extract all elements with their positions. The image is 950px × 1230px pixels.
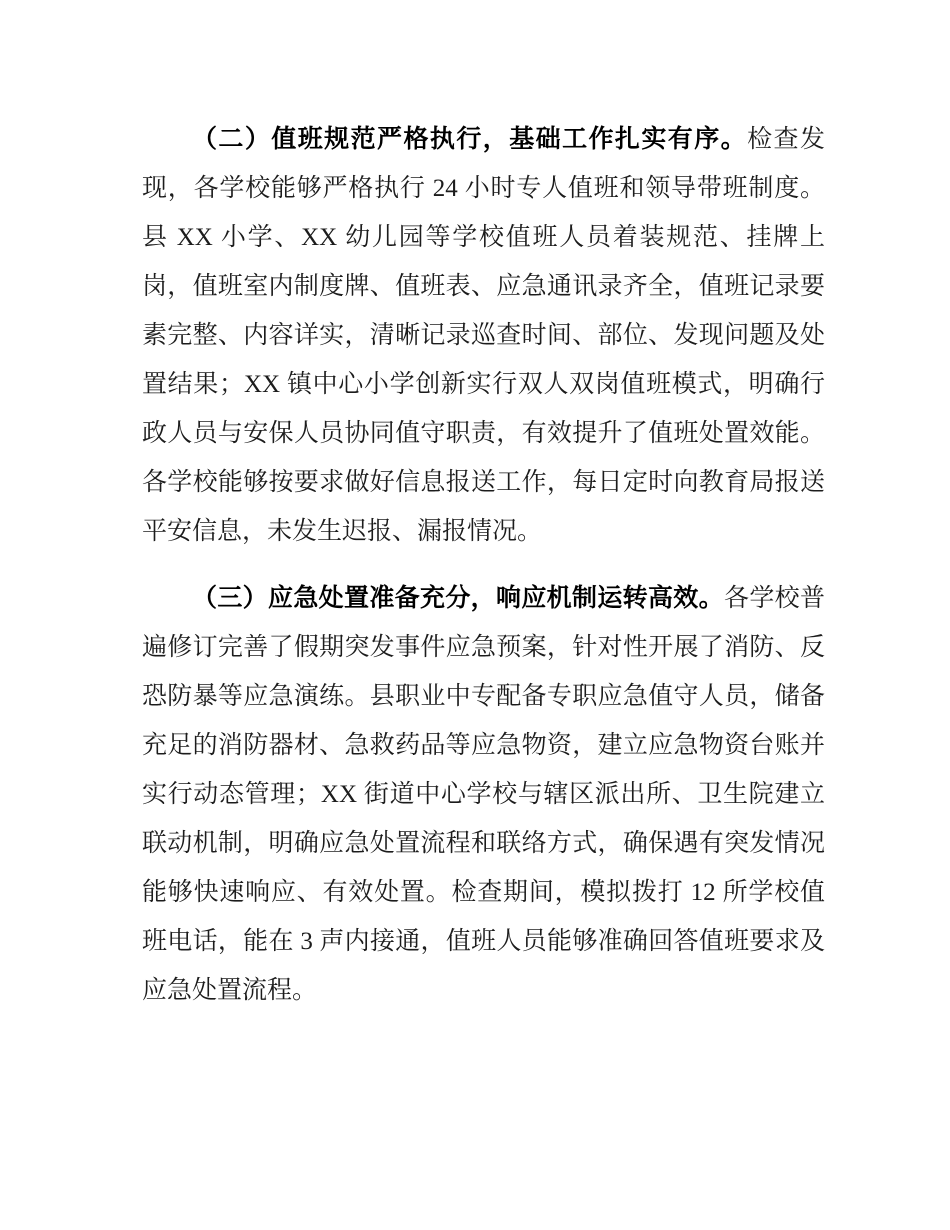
document-text-block [142,115,825,1015]
paragraph-emergency-response [142,574,825,1015]
paragraph-duty-regulations [142,115,825,556]
paragraph-heading: （二）值班规范严格执行，基础工作扎实有序。 [192,125,748,153]
paragraph-heading: （三）应急处置准备充分，响应机制运转高效。 [192,584,724,612]
paragraph-body: 各学校普遍修订完善了假期突发事件应急预案，针对性开展了消防、反恐防暴等应急演练。县职业中专配备专职应急值守人员，储备充足的消防器材、急救药品等应急物资，建立应急物资台账并实行动态管理；XX 街道中心学校与辖区派出所、卫生院建立联动机制，明确应急处置流程和联络方式，确保遇有突发情况能够快速响应、有效处置。检查期间，模拟拨打 12 所学校值班电话，能在 3 声内接通，值班人员能够准确回答值班要求及应急处置流程。 [142,585,825,1004]
paragraph-body: 检查发现，各学校能够严格执行 24 小时专人值班和领导带班制度。县 XX 小学、XX 幼儿园等学校值班人员着装规范、挂牌上岗，值班室内制度牌、值班表、应急通讯录齐全，值班记录要素完整、内容详实，清晰记录巡查时间、部位、发现问题及处置结果；XX 镇中心小学创新实行双人双岗值班模式，明确行政人员与安保人员协同值守职责，有效提升了值班处置效能。各学校能够按要求做好信息报送工作，每日定时向教育局报送平安信息，未发生迟报、漏报情况。 [142,126,825,545]
